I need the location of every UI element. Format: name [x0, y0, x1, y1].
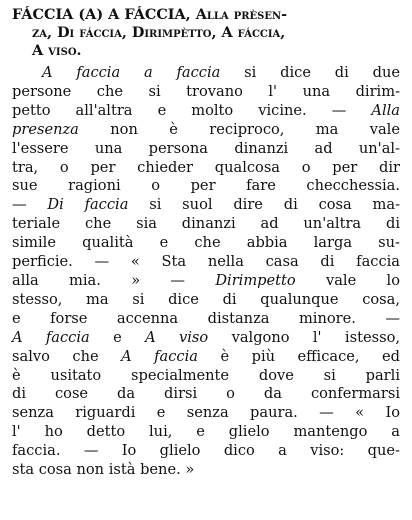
text-run: faccia. — Io glielo dico a viso: que- — [12, 442, 400, 460]
italic-term: Dirimpetto — [215, 271, 296, 289]
text-run: tra, o per chieder qualcosa o per dir — [12, 158, 400, 176]
text-run: l' ho detto lui, e glielo mantengo a — [12, 423, 400, 441]
entry-text-line — [12, 348, 400, 367]
entry-text-line — [12, 234, 400, 253]
entry-text-line — [12, 253, 400, 272]
entry-text-line — [12, 102, 400, 121]
text-run: si suol dire di cosa ma- — [128, 196, 400, 214]
italic-term: Alla — [371, 101, 400, 119]
italic-term: A faccia — [121, 347, 198, 365]
entry-heading — [12, 6, 400, 60]
text-run: stesso, ma si dice di qualunque cosa, — [12, 290, 400, 308]
entry-headword: FÁCCIA (A) — [12, 6, 104, 23]
text-run: sta cosa non istà bene. » — [12, 461, 195, 479]
entry-text-line — [12, 291, 400, 310]
entry-text-line — [12, 215, 400, 234]
text-run: senza riguardi e senza paura. — « Io — [12, 404, 400, 422]
italic-term: presenza — [12, 120, 79, 138]
text-run: vale lo — [295, 271, 400, 289]
italic-term: Di faccia — [47, 196, 129, 214]
text-run: non è reciproco, ma vale — [78, 120, 400, 138]
text-run: — — [12, 196, 48, 214]
entry-text-line — [12, 461, 400, 480]
text-run: perficie. — « Sta nella casa di faccia — [12, 253, 400, 271]
entry-text-line — [12, 329, 400, 348]
text-run: petto all'altra e molto vicine. — — [12, 101, 372, 119]
entry-text-line — [12, 64, 400, 83]
entry-synonyms-line3: A viso. — [32, 42, 82, 59]
entry-text-line — [12, 423, 400, 442]
entry-text-line — [12, 177, 400, 196]
text-run: è più efficace, ed — [197, 347, 400, 365]
text-run: si dice di due — [220, 64, 400, 81]
entry-text-line — [12, 159, 400, 178]
text-run: simile qualità e che abbia larga su- — [12, 234, 400, 252]
text-run: valgono l' istesso, — [208, 328, 400, 346]
text-run: l'essere una persona dinanzi ad un'al- — [12, 139, 400, 157]
entry-text-line — [12, 310, 400, 329]
entry-text-line — [12, 196, 400, 215]
text-run: sue ragioni o per fare checchessia. — [12, 177, 400, 195]
entry-text-line — [12, 385, 400, 404]
entry-text-line — [12, 404, 400, 423]
entry-text-line — [12, 442, 400, 461]
text-run: salvo che — [12, 347, 122, 365]
entry-text-line — [12, 367, 400, 386]
text-run: teriale che sia dinanzi ad un'altra di — [12, 215, 400, 233]
italic-term: A faccia — [12, 328, 90, 346]
entry-text-line — [12, 272, 400, 291]
text-run: persone che si trovano l' una dirim- — [12, 82, 400, 100]
entry-body — [12, 64, 400, 480]
text-run: e forse accenna distanza minore. — — [12, 309, 400, 327]
italic-term: A viso — [145, 328, 209, 346]
italic-term: A faccia a faccia — [42, 64, 221, 81]
entry-synonyms-line1: A FÁCCIA, Alla prèsen- — [108, 6, 288, 23]
text-run: alla mia. » — — [12, 271, 216, 289]
text-run: è usitato specialmente dove si parli — [12, 366, 400, 384]
entry-text-line — [12, 140, 400, 159]
text-run: e — [89, 328, 146, 346]
entry-text-line — [12, 121, 400, 140]
entry-synonyms-line2: za, Di fáccia, Dirimpètto, A fáccia, — [32, 24, 286, 41]
entry-text-line — [12, 83, 400, 102]
text-run: di cose da dirsi o da confermarsi — [12, 385, 400, 403]
